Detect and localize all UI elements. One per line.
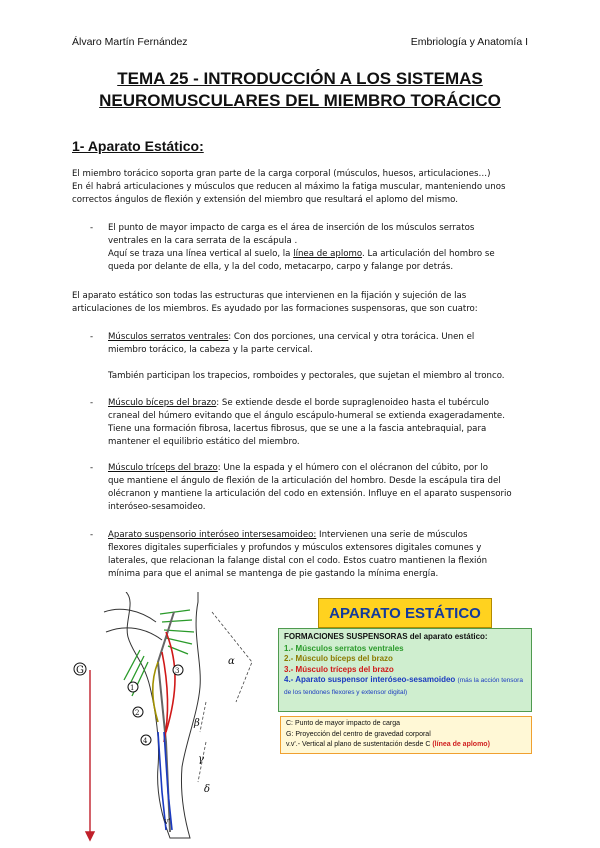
legend-v xyxy=(286,740,526,751)
intro-line: correctos ángulos de flexión y extensión del miembro que resultará el aplomo del mismo. xyxy=(72,195,458,205)
plumb-line-term: línea de aplomo xyxy=(293,249,363,259)
text-line: olécranon y mantiene la articulación del codo en extensión. Influye en el aparato suspensorio xyxy=(108,489,512,499)
label-4: 4 xyxy=(143,737,148,745)
title-line-2: NEUROMUSCULARES DEL MIEMBRO TORÁCICO xyxy=(99,91,501,110)
fs-item-suspensor: 4.- Aparato suspensor interóseo-sesamoideo xyxy=(284,675,456,684)
fs-item-serratos: 1.- Músculos serratos ventrales xyxy=(284,643,404,653)
angle-lines xyxy=(198,612,252,782)
bullet-serratos xyxy=(90,331,530,383)
header-author: Álvaro Martín Fernández xyxy=(72,36,188,48)
figure-labels xyxy=(74,656,235,826)
bullet-biceps xyxy=(90,397,530,449)
text-span: Intervienen una serie de músculos xyxy=(316,530,468,540)
label-g: G xyxy=(76,665,84,676)
bullet-triceps xyxy=(90,462,530,514)
page-title xyxy=(72,68,528,112)
fs-item-biceps: 2.- Músculo bíceps del brazo xyxy=(284,654,393,663)
section-heading: 1- Aparato Estático: xyxy=(72,138,204,154)
text-span: : Se extiende desde el borde supraglenoideo hasta el tubérculo xyxy=(216,398,490,408)
label-3: 3 xyxy=(175,667,180,675)
formaciones-suspensoras-box xyxy=(278,628,532,712)
label-2: 2 xyxy=(135,709,140,717)
bullet-dash: - xyxy=(90,530,94,540)
label-v: v' xyxy=(164,817,171,826)
suspensory-apparatus xyxy=(158,732,172,830)
bullet-suspensorio xyxy=(90,529,530,581)
text-line: miembro torácico, la cabeza y la parte cervical. xyxy=(108,345,313,355)
legend-v-red: (línea de aplomo) xyxy=(432,741,490,748)
text-line: craneal del húmero evitando que el ángulo escápulo-humeral se extienda exageradamente. xyxy=(108,411,505,421)
legend-g: G: Proyección del centro de gravedad corporal xyxy=(286,730,431,738)
bullet-dash: - xyxy=(90,463,94,473)
text-line xyxy=(108,397,530,410)
text-line xyxy=(108,331,530,344)
paragraph-static-apparatus xyxy=(72,290,532,316)
biceps-muscle xyxy=(153,662,158,722)
text-line: flexores digitales superficiales y profundos y músculos extensores digitales comunes y xyxy=(108,543,482,553)
intro-line: En él habrá articulaciones y músculos que reducen al máximo la fatiga muscular, manteniendo unos xyxy=(72,182,506,192)
label-beta: β xyxy=(194,718,200,729)
bones xyxy=(158,612,174,832)
bullet-impact-point xyxy=(90,222,530,274)
text-line: Tiene una formación fibrosa, lacertus fibrosus, que se une a la fascia antebraquial, para xyxy=(108,424,487,434)
text-span: . La articulación del hombro se xyxy=(362,249,495,259)
forelimb-illustration xyxy=(66,592,262,842)
intro-paragraph xyxy=(72,168,532,207)
text-line xyxy=(108,462,530,475)
text-line: También participan los trapecios, romboides y pectorales, que sujetan el miembro al tronco. xyxy=(108,371,505,381)
plumb-line xyxy=(86,670,94,840)
title-line-1: TEMA 25 - INTRODUCCIÓN A LOS SISTEMAS xyxy=(117,69,483,88)
limb-outline xyxy=(104,592,200,838)
term: Músculos serratos ventrales xyxy=(108,332,229,342)
text-line: que mantiene el ángulo de flexión de la articulación del hombro. Desde la escápula tira del xyxy=(108,476,501,486)
header-subject: Embriología y Anatomía I xyxy=(410,36,528,48)
text-line: articulaciones de los miembros. Es ayudado por las formaciones suspensoras, que son cuatro: xyxy=(72,304,478,314)
label-delta: δ xyxy=(204,784,211,795)
text-span: : Une la espada y el húmero con el olécranon del cúbito, por lo xyxy=(217,463,489,473)
text-line: mantener el equilibrio estático del miembro. xyxy=(108,437,300,447)
term: Músculo bíceps del brazo xyxy=(108,398,217,408)
text-line: laterales, que relacionan la falange distal con el codo. Estos cuatro mantienen la flexión xyxy=(108,556,488,566)
intro-line: El miembro torácico soporta gran parte de la carga corporal (músculos, huesos, articulaciones…) xyxy=(72,169,491,179)
label-gamma: γ xyxy=(198,754,204,765)
label-1: 1 xyxy=(130,684,135,692)
legend-box xyxy=(280,716,532,754)
term: Aparato suspensorio interóseo intersesamoideo: xyxy=(108,530,317,540)
text-line: ventrales en la cara serrata de la escápula . xyxy=(108,236,298,246)
text-line xyxy=(108,248,530,261)
legend-c: C: Punto de mayor impacto de carga xyxy=(286,720,401,727)
text-line: El aparato estático son todas las estructuras que intervienen en la fijación y sujeción de las xyxy=(72,291,467,301)
term: Músculo tríceps del brazo xyxy=(108,463,218,473)
label-alpha: α xyxy=(228,656,235,667)
bullet-dash: - xyxy=(90,332,94,342)
text-line: queda por delante de ella, y la del codo, metacarpo, carpo y falange por detrás. xyxy=(108,262,454,272)
text-line: interóseo-sesamoideo. xyxy=(108,502,206,512)
text-span: Aquí se traza una línea vertical al suelo, la xyxy=(108,249,294,259)
bullet-dash: - xyxy=(90,398,94,408)
text-line: El punto de mayor impacto de carga es el área de inserción de los músculos serratos xyxy=(108,223,475,233)
fs-heading: FORMACIONES SUSPENSORAS del aparato estático: xyxy=(284,632,488,641)
legend-v-text: v.v'.- Vertical al plano de sustentación desde C xyxy=(286,741,433,748)
bullet-dash: - xyxy=(90,223,94,233)
fs-item-note: (más la acción tensora de los tendones flexores y extensor digital) xyxy=(284,677,523,696)
aparato-estatico-title: APARATO ESTÁTICO xyxy=(318,598,492,628)
text-line xyxy=(108,529,530,542)
fs-item-triceps: 3.- Músculo tríceps del brazo xyxy=(284,664,394,674)
text-line: mínima para que el animal se mantenga de pie gastando la mínima energía. xyxy=(108,569,439,579)
text-span: : Con dos porciones, una cervical y otra torácica. Unen el xyxy=(228,332,475,342)
